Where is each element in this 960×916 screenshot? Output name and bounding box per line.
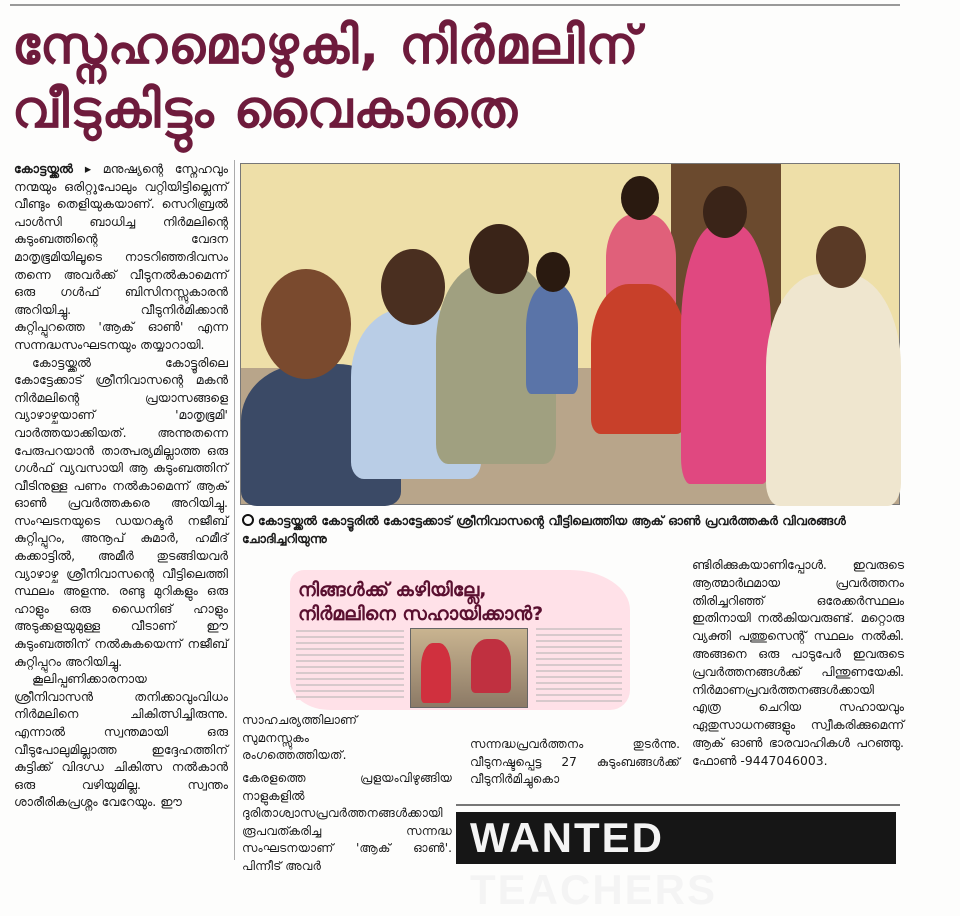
headline <box>12 14 912 142</box>
inset-text-lines <box>296 630 404 700</box>
paragraph-2: കോട്ടയ്ക്കൽ കോട്ടൂരിലെ കോട്ടേക്കാട് ശ്രീനിവാസന്റെ മകൻ നിർമലിന്റെ പ്രയാസങ്ങളെ വ്യാഴാഴ്ചയാണ് 'മാതൃഭൂമി' വാർത്തയാക്കിയത്. അന്നുതന്നെ പേരുപറയാൻ താത്പര്യമില്ലാത്ത ഒരു ഗൾഫ് വ്യവസായി ആ കുടുംബത്തിന് വീടിനുള്ള പണം നൽകാമെന്ന് ആക് ഓൺ പ്രവർത്തകരെ അറിയിച്ചു. സംഘടനയുടെ ഡയറക്ടർ നജീബ് കുറ്റിപ്പുറം, അനൂപ് കുമാർ, ഹമീദ് കക്കാട്ടിൽ, അമീർ തുടങ്ങിയവർ വ്യാഴാഴ്ച ശ്രീനിവാസന്റെ വീട്ടിലെത്തി സ്ഥലം അളന്നു. രണ്ടു മുറികളും ഒരു ഹാളും ഒരു ഡൈനിങ് ഹാളും അടുക്കളയുമുള്ള വീടാണ് ഈ കുടുംബത്തിന് നൽകുകയെന്ന് നജീബ് കുറ്റിപ്പുറം അറിയിച്ചു. <box>14 354 228 669</box>
caption-bullet-icon <box>242 514 254 526</box>
inset-photo-person-1 <box>421 643 451 703</box>
article-column-1 <box>14 160 228 864</box>
article-column-3 <box>470 736 680 796</box>
inset-text-lines-2 <box>536 628 622 704</box>
photo-head-4 <box>536 252 570 292</box>
column-2-paragraph-2: കേരളത്തെ പ്രളയംവിഴുങ്ങിയ നാളുകളിൽ ദുരിതാശ്വാസപ്രവർത്തനങ്ങൾക്കായി രൂപവത്കരിച്ച സന്നദ്ധ സംഘടനയാണ് 'ആക് ഓൺ'. പിന്നീട് അവർ <box>242 771 452 873</box>
headline-line-2: വീടുകിട്ടും വൈകാതെ <box>12 80 519 140</box>
inset-title-line-1: നിങ്ങൾക്ക് കഴിയില്ലേ, <box>298 579 487 601</box>
column-4-paragraph-1: ണ്ടിരിക്കുകയാണിപ്പോൾ. ഇവരുടെ ആത്മാർഥമായ പ്രവർത്തനം തിരിച്ചറിഞ്ഞ് ഒരേക്കർസ്ഥലം ഇതിനായി നൽകിയവരുണ്ട്. മറ്റൊരു വ്യക്തി പത്തുസെന്റ് സ്ഥലം നൽകി. അങ്ങനെ ഒരു പാടുപേർ ഇവരുടെ പ്രവർത്തനങ്ങൾക്ക് പിന്തുണയേകി. നിർമാണപ്രവർത്തനങ്ങൾക്കായി എത്ര ചെറിയ സഹായവും ഏതുസാധനങ്ങളും സ്വീകരിക്കുമെന്ന് ആക് ഓൺ ഭാരവാഹികൾ പറഞ്ഞു. ഫോൺ -9447046003. <box>692 557 904 768</box>
photo-person-4 <box>526 284 578 394</box>
photo-person-7 <box>766 274 901 506</box>
photo-head-7 <box>816 226 866 288</box>
inset-title-line-2: നിർമലിനെ സഹായിക്കാൻ? <box>298 603 544 625</box>
photo-head-5 <box>621 176 659 220</box>
photo-head-3 <box>469 224 529 294</box>
news-photo <box>240 163 900 505</box>
inset-clipping <box>290 570 630 710</box>
photo-caption-text: കോട്ടയ്ക്കൽ കോട്ടൂരിൽ കോട്ടേക്കാട് ശ്രീനിവാസന്റെ വീട്ടിലെത്തിയ ആക് ഓൺ പ്രവർത്തകർ വിവരങ്ങൾ ചോദിച്ചറിയുന്നു <box>242 513 846 546</box>
photo-child-chair <box>591 284 686 434</box>
wanted-teachers-ad: WANTED TEACHERS <box>456 812 896 864</box>
paragraph-1-text: മനുഷ്യന്റെ സ്നേഹവും നന്മയും ഒരിറ്റുപോലും വറ്റിയിട്ടില്ലെന്ന് വീണ്ടും തെളിയുകയാണ്. സെറിബ്രൽ പാൾസി ബാധിച്ച നിർമലിന്റെ കുടുംബത്തിന്റെ വേദന മാതൃഭൂമിയിലൂടെ നാടറിഞ്ഞദിവസം തന്നെ അവർക്ക് വീടുനൽകാമെന്ന് ഒരു ഗൾഫ് ബിസിനസ്സുകാരൻ അറിയിച്ചു. വീടുനിർമിക്കാൻ കുറ്റിപ്പുറത്തെ 'ആക് ഓൺ' എന്ന സന്നദ്ധസംഘടനയും തയ്യാറായി. <box>14 161 228 352</box>
dateline: കോട്ടയ്ക്കൽ ▸ <box>14 161 92 176</box>
paragraph-1 <box>14 160 228 354</box>
inset-photo <box>410 628 528 708</box>
photo-head-1 <box>261 269 351 379</box>
photo-head-6 <box>703 186 747 238</box>
inset-title <box>298 578 543 626</box>
headline-line-1: സ്നേഹമൊഴുകി, നിർമലിന് <box>12 16 640 76</box>
inset-photo-person-2 <box>471 639 511 693</box>
column-2-paragraph-1: സാഹചര്യത്തിലാണ് സുമനസ്സുകം രംഗത്തെത്തിയത്. <box>242 713 358 763</box>
column-3-paragraph-1: സന്നദ്ധപ്രവർത്തനം തുടർന്നു. വീടുനഷ്ടപ്പെട്ട 27 കുടുംബങ്ങൾക്ക് വീടുനിർമിച്ചുകൊ <box>470 737 680 787</box>
paragraph-3: കൂലിപ്പണിക്കാരനായ ശ്രീനിവാസൻ തനിക്കാവുംവിധം നിർമലിനെ ചികിത്സിച്ചിരുന്നു. എന്നാൽ സ്വന്തമായി ഒരു വീടുപോലുമില്ലാത്ത ഇദ്ദേഹത്തിന് കുട്ടിക്ക് വിദഗ്ധ ചികിത്സ നൽകാൻ ഒരു വഴിയുമില്ല. സ്വന്തം ശാരീരികപ്രശ്നം വേറേയും. ഈ <box>14 671 228 810</box>
top-rule <box>10 4 900 6</box>
article-column-2b <box>242 770 452 873</box>
photo-person-6 <box>681 224 771 484</box>
photo-caption <box>242 512 882 548</box>
ad-top-rule <box>456 804 900 806</box>
column-divider <box>234 160 235 860</box>
photo-head-2 <box>381 249 445 325</box>
article-column-4 <box>692 556 904 796</box>
